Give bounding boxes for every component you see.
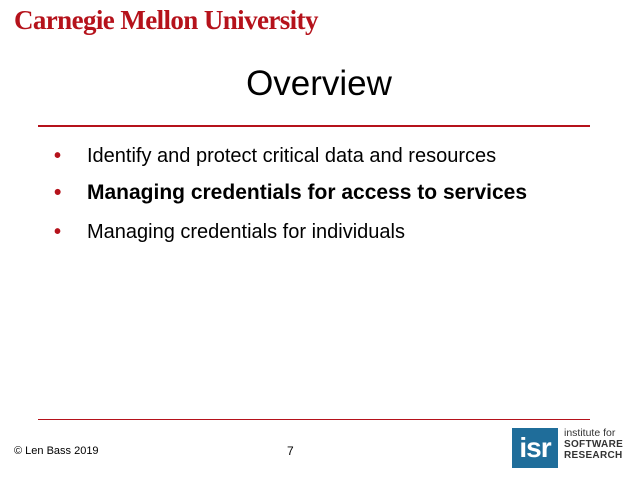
isr-logo-line3: RESEARCH bbox=[564, 450, 623, 461]
bullet-text: Managing credentials for individuals bbox=[87, 221, 405, 243]
bullet-text: Identify and protect critical data and resources bbox=[87, 145, 497, 167]
bullet-marker: • bbox=[54, 181, 62, 204]
bullet-list bbox=[54, 143, 554, 245]
bullet-item bbox=[54, 179, 554, 207]
bullet-item bbox=[54, 219, 554, 245]
isr-logo-text bbox=[564, 428, 623, 461]
bullet-marker: • bbox=[54, 221, 62, 243]
page-number: 7 bbox=[287, 444, 294, 458]
isr-logo bbox=[512, 426, 630, 472]
bullet-item bbox=[54, 143, 554, 169]
isr-logo-line2: SOFTWARE bbox=[564, 439, 624, 450]
slide-title: Overview bbox=[246, 64, 392, 103]
bullet-text: Managing credentials for access to services bbox=[87, 181, 528, 204]
bullet-marker: • bbox=[54, 145, 62, 167]
footer-divider bbox=[38, 419, 590, 420]
title-divider bbox=[38, 125, 590, 127]
isr-logo-line1: institute for bbox=[564, 427, 616, 439]
copyright-notice: © Len Bass 2019 bbox=[14, 445, 99, 457]
isr-logo-mark: isr bbox=[512, 428, 558, 468]
cmu-logo: Carnegie Mellon University bbox=[14, 5, 318, 35]
